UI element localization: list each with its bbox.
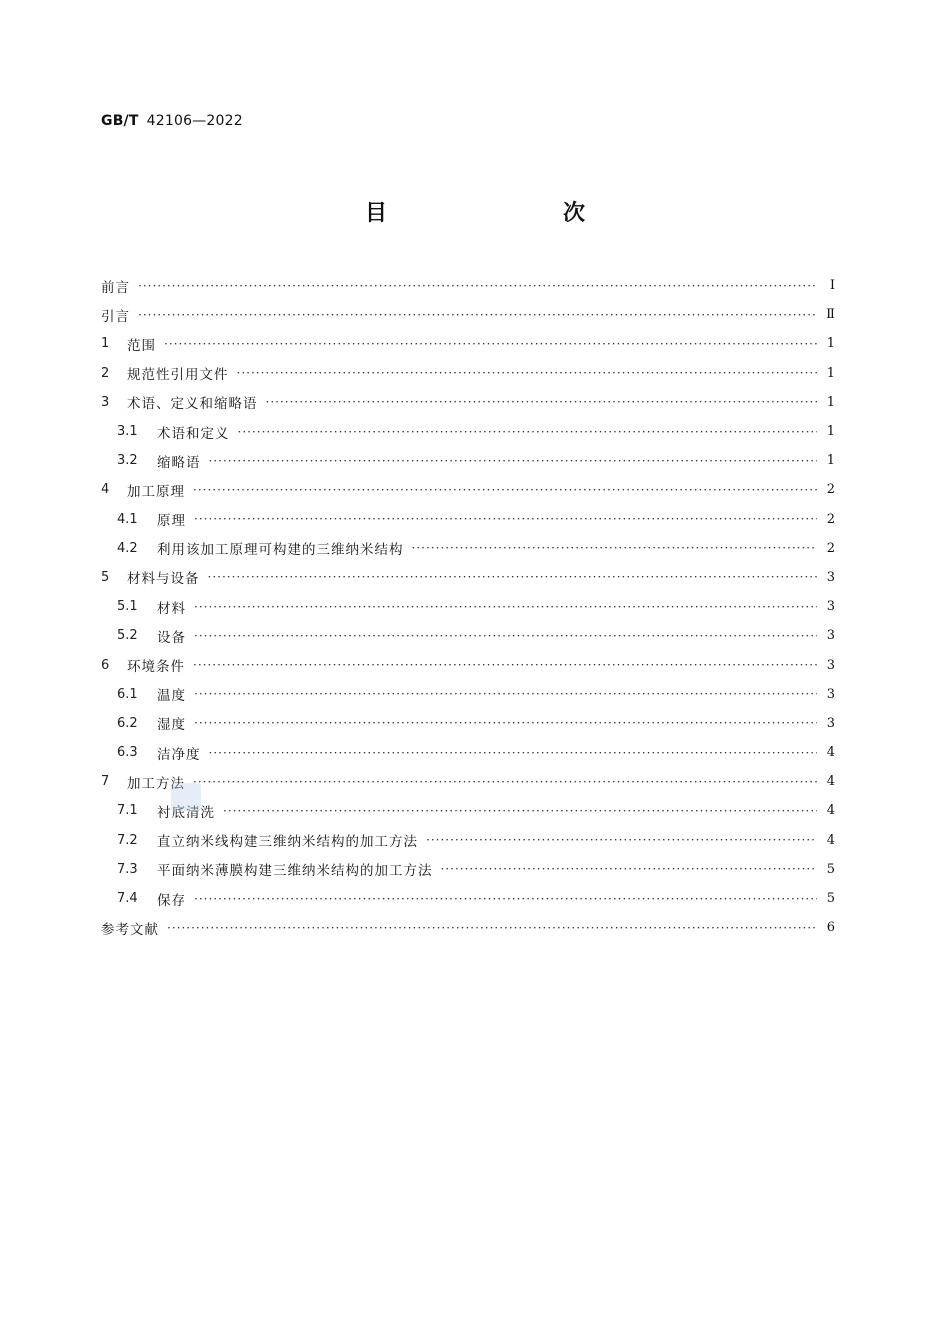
toc-entry-page: 2 [826,540,835,556]
toc-entry[interactable] [101,826,835,855]
toc-entry-number: 5.2 [117,628,138,644]
toc-entry[interactable] [101,446,835,475]
toc-entry[interactable] [101,884,835,913]
toc-entry-label: 湿度 [157,717,186,734]
toc-leader-dots [209,745,818,761]
toc-entry-number: 7.2 [117,832,138,848]
toc-entry-label: 原理 [157,513,186,530]
toc-leader-dots [167,920,817,936]
toc-leader-dots [194,599,817,615]
toc-entry-page: 3 [826,599,835,615]
toc-entry-number: 6 [101,657,110,673]
toc-entry-number: 4 [101,482,110,498]
toc-leader-dots [138,307,817,323]
toc-entry-page: 1 [826,394,835,410]
toc-entry-number: 5.1 [117,599,138,615]
toc-entry-number: 7.1 [117,803,138,819]
toc-entry-label: 前言 [101,279,130,296]
toc-entry-page: 3 [826,657,835,673]
toc-entry[interactable] [101,271,835,300]
toc-entry-number: 3.2 [117,453,138,469]
toc-leader-dots [266,394,818,410]
toc-leader-dots [441,861,818,877]
toc-entry-label: 环境条件 [127,659,185,676]
toc-entry-number: 2 [101,365,110,381]
toc-entry[interactable] [101,475,835,504]
toc-entry[interactable] [101,329,835,358]
toc-entry[interactable] [101,417,835,446]
toc-entry-page: 6 [826,920,835,936]
toc-entry-page: 4 [826,803,835,819]
toc-entry[interactable] [101,855,835,884]
toc-leader-dots [193,657,817,673]
toc-leader-dots [193,774,817,790]
toc-leader-dots [194,686,817,702]
toc-entry[interactable] [101,621,835,650]
toc-entry-number: 7.3 [117,861,138,877]
toc-entry[interactable] [101,767,835,796]
toc-leader-dots [426,832,817,848]
toc-entry[interactable] [101,388,835,417]
toc-entry[interactable] [101,300,835,329]
toc-entry[interactable] [101,592,835,621]
toc-entry-label: 保存 [157,892,186,909]
toc-entry-page: 4 [826,745,835,761]
table-of-contents [101,271,835,942]
toc-entry-page: 4 [826,832,835,848]
toc-entry-label: 缩略语 [157,454,201,471]
toc-entry[interactable] [101,359,835,388]
toc-leader-dots [194,891,817,907]
toc-leader-dots [193,482,817,498]
toc-entry-number: 5 [101,569,110,585]
toc-entry-label: 温度 [157,688,186,705]
toc-entry-label: 范围 [127,337,156,354]
toc-entry[interactable] [101,534,835,563]
toc-entry-label: 设备 [157,629,186,646]
toc-entry[interactable] [101,913,835,942]
toc-entry-label: 术语和定义 [157,425,230,442]
watermark-mark [171,783,201,811]
standard-code [101,113,243,129]
toc-leader-dots [412,540,818,556]
toc-entry-label: 参考文献 [101,921,159,938]
toc-leader-dots [164,336,817,352]
toc-entry-number: 4.2 [117,540,138,556]
page-title: 目 次 [364,201,629,226]
toc-entry-label: 材料与设备 [127,571,200,588]
toc-entry-label: 术语、定义和缩略语 [127,396,258,413]
toc-entry-page: 3 [826,715,835,731]
toc-entry-number: 7.4 [117,891,138,907]
toc-entry-page: 3 [826,628,835,644]
toc-entry-label: 加工方法 [127,775,185,792]
toc-entry-page: 4 [826,774,835,790]
toc-entry-page: 1 [826,453,835,469]
standard-prefix: GB/T [101,113,139,129]
toc-entry-label: 利用该加工原理可构建的三维纳米结构 [157,542,404,559]
toc-entry-page: 3 [826,569,835,585]
toc-entry-label: 加工原理 [127,483,185,500]
toc-entry-label: 材料 [157,600,186,617]
toc-leader-dots [237,365,818,381]
toc-entry[interactable] [101,650,835,679]
toc-entry-page: Ⅰ [829,278,835,294]
toc-entry-number: 6.2 [117,715,138,731]
standard-number: 42106—2022 [146,113,243,129]
toc-entry-label: 规范性引用文件 [127,367,229,384]
toc-entry[interactable] [101,738,835,767]
toc-entry-label: 平面纳米薄膜构建三维纳米结构的加工方法 [157,863,433,880]
toc-entry-page: Ⅱ [826,307,835,323]
toc-entry[interactable] [101,680,835,709]
toc-entry-label: 衬底清洗 [157,804,215,821]
toc-entry-label: 引言 [101,308,130,325]
toc-entry[interactable] [101,563,835,592]
toc-entry-number: 3.1 [117,424,138,440]
toc-entry-number: 1 [101,336,110,352]
toc-entry-page: 2 [826,482,835,498]
toc-entry[interactable] [101,796,835,825]
toc-entry-page: 1 [826,365,835,381]
toc-entry-label: 洁净度 [157,746,201,763]
toc-entry-number: 6.1 [117,686,138,702]
toc-entry-page: 5 [826,861,835,877]
toc-entry-page: 3 [826,686,835,702]
toc-entry-number: 7 [101,774,110,790]
toc-entry-number: 3 [101,394,110,410]
toc-leader-dots [194,511,817,527]
toc-leader-dots [208,569,818,585]
toc-leader-dots [194,628,817,644]
toc-entry-page: 5 [826,891,835,907]
toc-leader-dots [223,803,817,819]
toc-leader-dots [194,715,817,731]
toc-leader-dots [209,453,818,469]
toc-entry-label: 直立纳米线构建三维纳米结构的加工方法 [157,834,418,851]
toc-entry-number: 4.1 [117,511,138,527]
toc-entry[interactable] [101,505,835,534]
toc-entry-page: 2 [826,511,835,527]
toc-entry-number: 6.3 [117,745,138,761]
toc-leader-dots [238,424,818,440]
toc-entry-page: 1 [826,424,835,440]
toc-entry-page: 1 [826,336,835,352]
toc-entry[interactable] [101,709,835,738]
toc-leader-dots [138,278,817,294]
